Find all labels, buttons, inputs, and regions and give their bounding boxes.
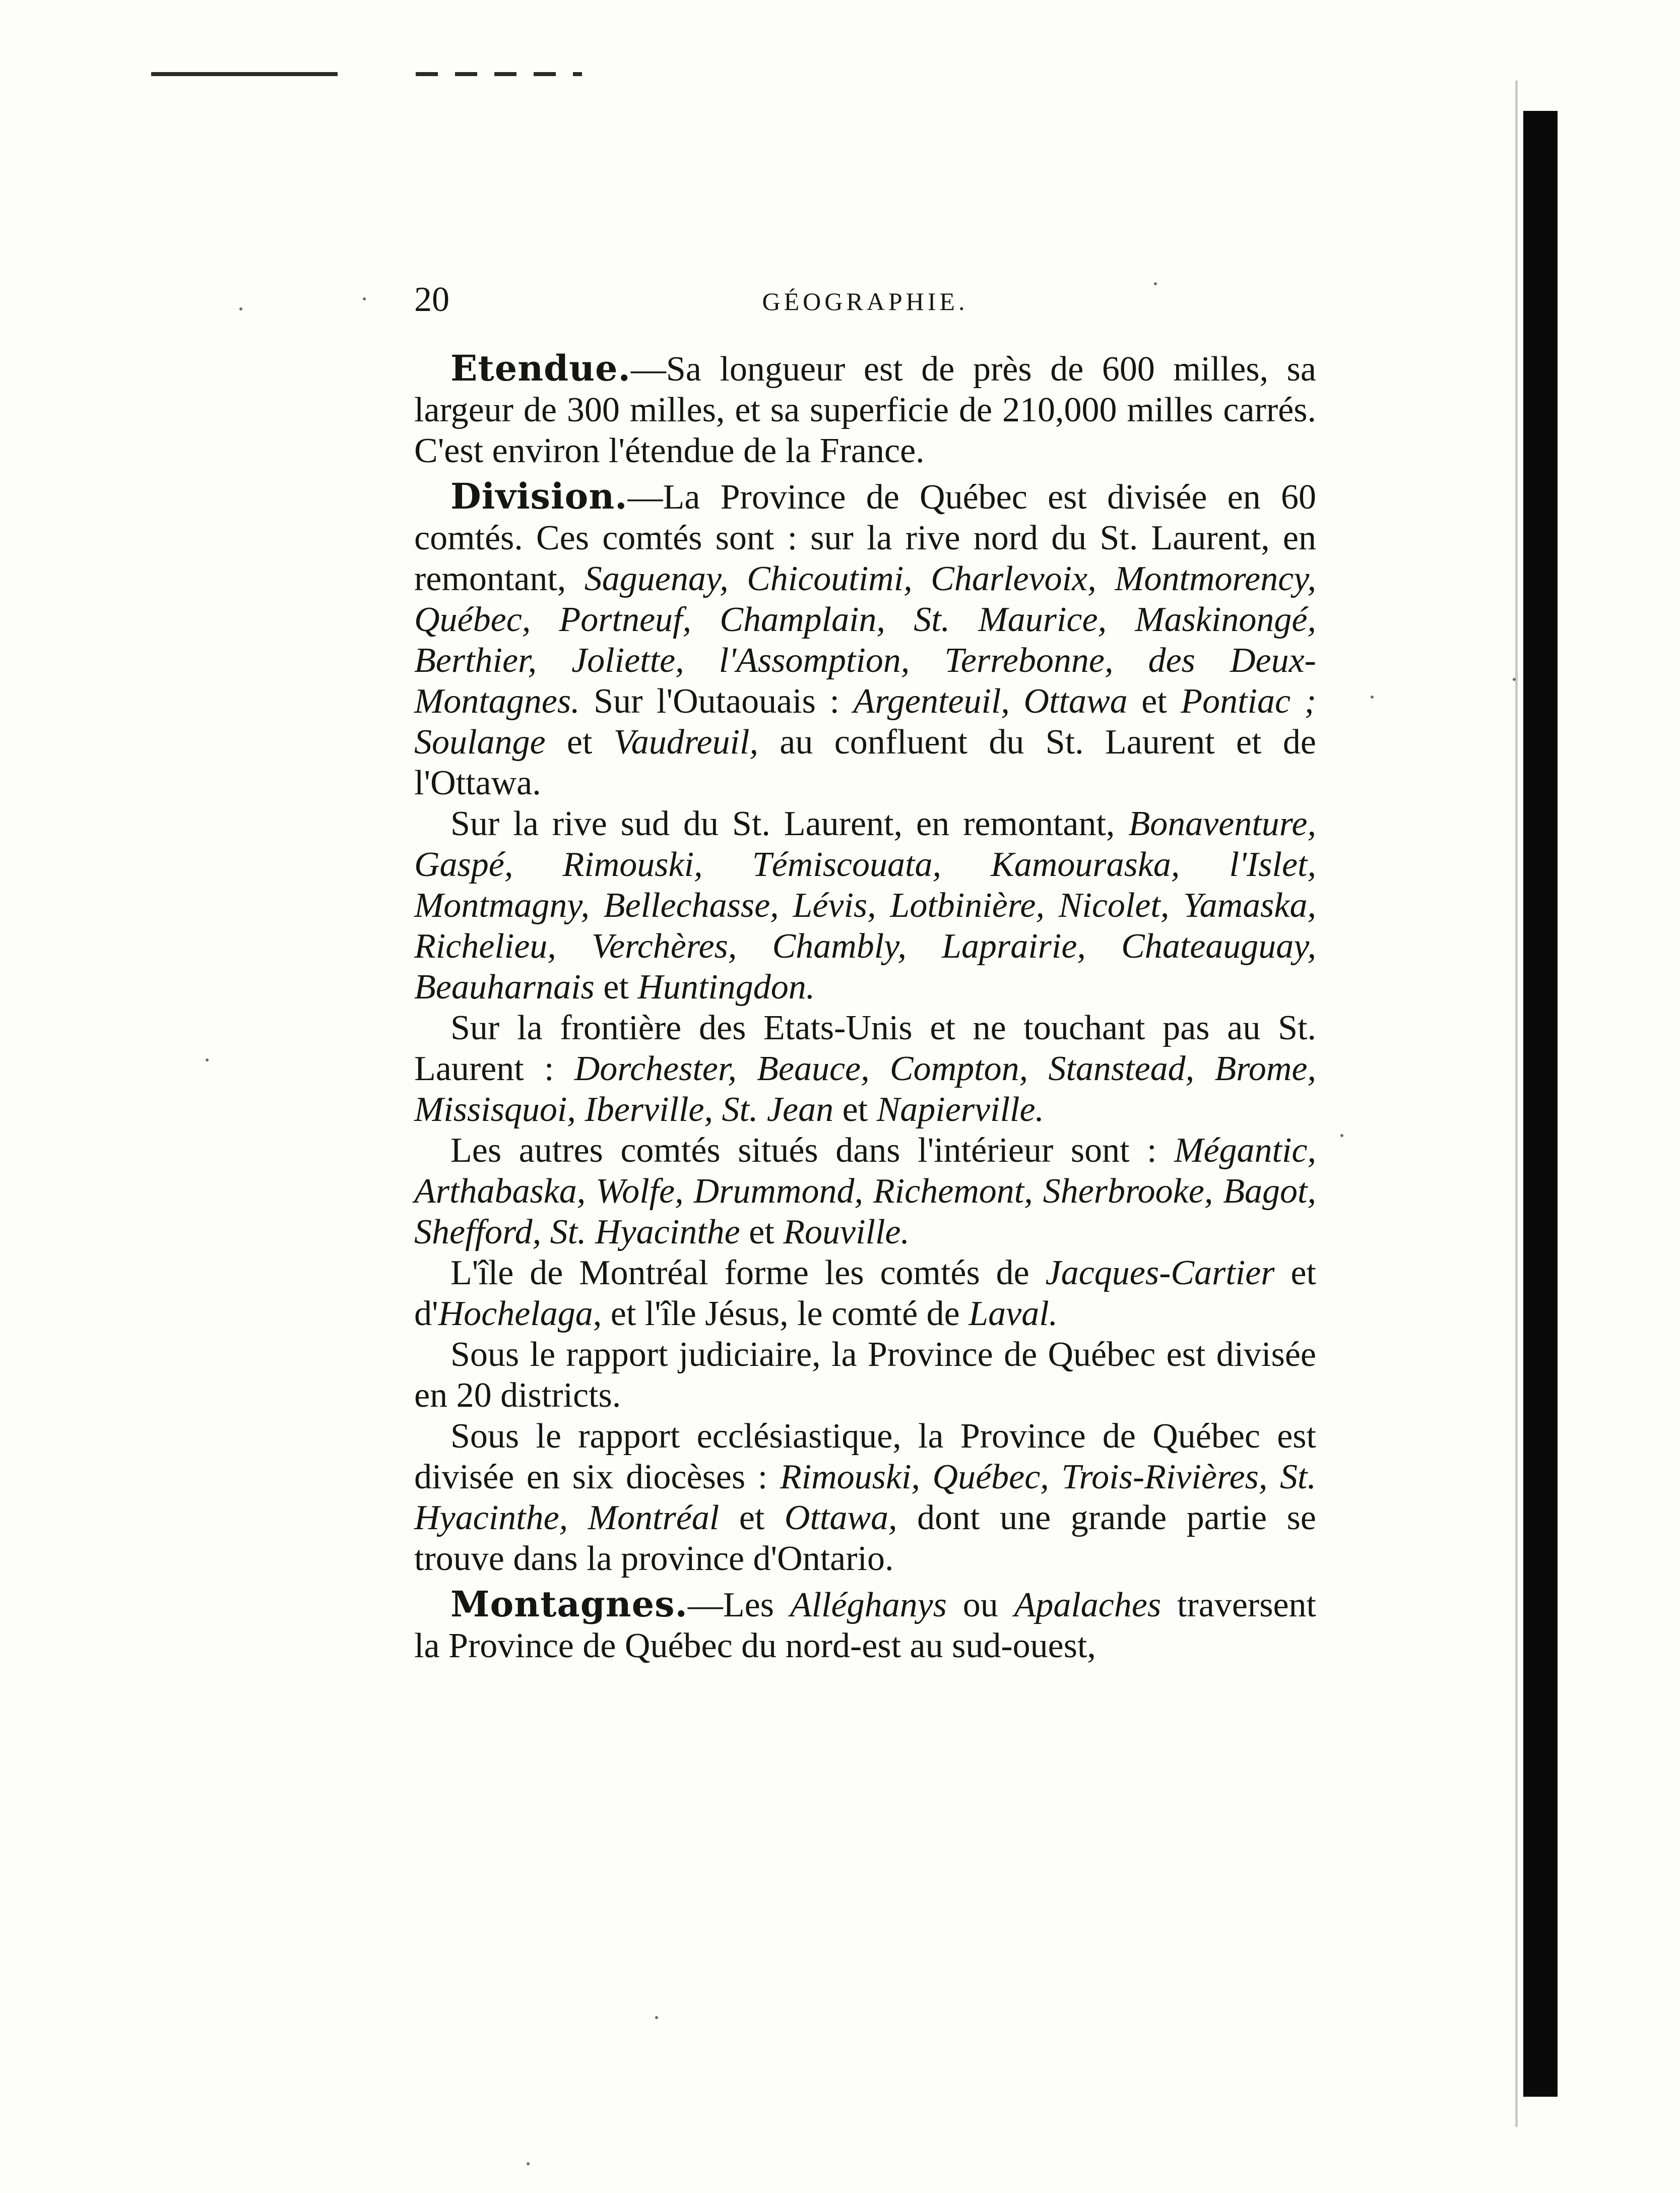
scan-speck <box>1371 696 1374 699</box>
paragraph-text: Sur la frontière des Etats-Unis et ne touchant pas au St. Laurent : <box>414 1009 1316 1088</box>
mountain-name: Apalaches <box>1014 1586 1161 1624</box>
page-number: 20 <box>414 280 449 319</box>
county-name: Jacques-Cartier <box>1045 1254 1275 1292</box>
page-edge <box>1515 81 1518 2127</box>
county-list: Pontiac ; Soulange <box>414 682 1316 762</box>
county-list: Mégantic, Arthabaska, Wolfe, Drummond, Richemont, Sherbrooke, Bagot, Shefford, St. Hyacinthe <box>414 1131 1316 1251</box>
scan-speck <box>655 2016 658 2019</box>
paragraph-text: traversent la Province de Québec du nord-est au sud-ouest, <box>414 1586 1317 1665</box>
mountain-name: Alléghanys <box>790 1586 947 1624</box>
paragraph-text: et <box>545 723 614 762</box>
page-header <box>414 280 1316 320</box>
scan-speck <box>527 2162 530 2165</box>
county-name: Hochelaga <box>438 1294 593 1333</box>
paragraph-interior <box>414 1130 1316 1252</box>
paragraph-judiciaire <box>414 1334 1316 1416</box>
paragraph-ecclesiastique <box>414 1416 1316 1579</box>
paragraph-text: L'île de Montréal forme les comtés de <box>450 1254 1046 1292</box>
paragraph-text: et d' <box>414 1254 1316 1333</box>
paragraph-text: —Les <box>687 1586 790 1624</box>
page-body <box>414 348 1316 1666</box>
paragraph-text: , et l'île Jésus, le comté de <box>593 1294 969 1333</box>
scan-speck <box>363 297 366 300</box>
paragraph-text: et <box>740 1213 784 1251</box>
paragraph-text: Sur l'Outaouais : <box>579 682 854 721</box>
paragraph-text: et <box>833 1090 877 1129</box>
paragraph-text: au confluent du St. Laurent et de l'Ottawa. <box>414 723 1316 802</box>
paragraph-division <box>414 476 1316 803</box>
scan-artifact-dashes <box>416 72 582 76</box>
county-name: Laval. <box>968 1294 1058 1333</box>
section-lead: Division. <box>450 475 628 517</box>
diocese-list: Rimouski, Québec, Trois-Rivières, St. Hyacinthe, Montréal <box>414 1458 1317 1537</box>
county-list: Huntingdon. <box>637 968 815 1007</box>
section-lead: Montagnes. <box>450 1583 688 1625</box>
paragraph-text: dont une grande partie se trouve dans la province d'Ontario. <box>414 1498 1316 1578</box>
paragraph-frontier <box>414 1008 1316 1130</box>
paragraph-text: Sur la rive sud du St. Laurent, en remontant, <box>450 804 1129 843</box>
paragraph-text: Les autres comtés situés dans l'intérieur sont : <box>450 1131 1175 1170</box>
paragraph-montreal <box>414 1252 1316 1334</box>
scan-speck <box>1340 1134 1343 1137</box>
diocese-name: Ottawa, <box>784 1498 897 1537</box>
county-list: Bonaventure, Gaspé, Rimouski, Témiscouata, Kamouraska, l'Islet, Montmagny, Bellechasse, Lévis, Lotbinière, Nicolet, Yamaska, Richelieu, Verchères, Chambly, Laprairie, Chateauguay, Beauharnais <box>414 804 1316 1007</box>
scan-artifact-rule <box>151 72 338 76</box>
paragraph-text: —La Province de Québec est divisée en 60 comtés. Ces comtés sont : sur la rive nord du St. Laurent, en remontant, <box>414 478 1316 598</box>
section-lead: Etendue. <box>450 347 631 389</box>
county-list: Argenteuil, Ottawa <box>853 682 1128 721</box>
scan-speck <box>1513 678 1516 681</box>
county-list: Rouville. <box>783 1213 910 1251</box>
scan-speck <box>239 307 242 310</box>
paragraph-montagnes <box>414 1584 1316 1666</box>
paragraph-text: ou <box>946 1586 1014 1624</box>
county-list: Dorchester, Beauce, Compton, Stanstead, Brome, Missisquoi, Iberville, St. Jean <box>414 1049 1316 1129</box>
paragraph-text: et <box>594 968 638 1007</box>
running-head: GÉOGRAPHIE. <box>762 287 968 316</box>
county-list: Napierville. <box>876 1090 1045 1129</box>
paragraph-text: —Sa longueur est de près de 600 milles, sa largeur de 300 milles, et sa superficie de 210,000 milles carrés. C'est environ l'étendue de la France. <box>414 350 1316 470</box>
paragraph-etendue <box>414 348 1316 471</box>
paragraph-text: et <box>1127 682 1181 721</box>
scan-speck <box>206 1058 209 1061</box>
paragraph-south-shore <box>414 803 1316 1008</box>
county-list: Vaudreuil, <box>613 723 758 762</box>
paragraph-text: Sous le rapport judiciaire, la Province de Québec est divisée en 20 districts. <box>414 1335 1316 1415</box>
binding-shadow <box>1523 111 1558 2097</box>
paragraph-text: et <box>719 1498 785 1537</box>
county-list: Saguenay, Chicoutimi, Charlevoix, Montmorency, Québec, Portneuf, Champlain, St. Maurice, Maskinongé, Berthier, Joliette, l'Assomption, Terrebonne, des Deux-Montagnes. <box>414 559 1316 721</box>
paragraph-text: Sous le rapport ecclésiastique, la Province de Québec est divisée en six diocèses : <box>414 1417 1316 1496</box>
